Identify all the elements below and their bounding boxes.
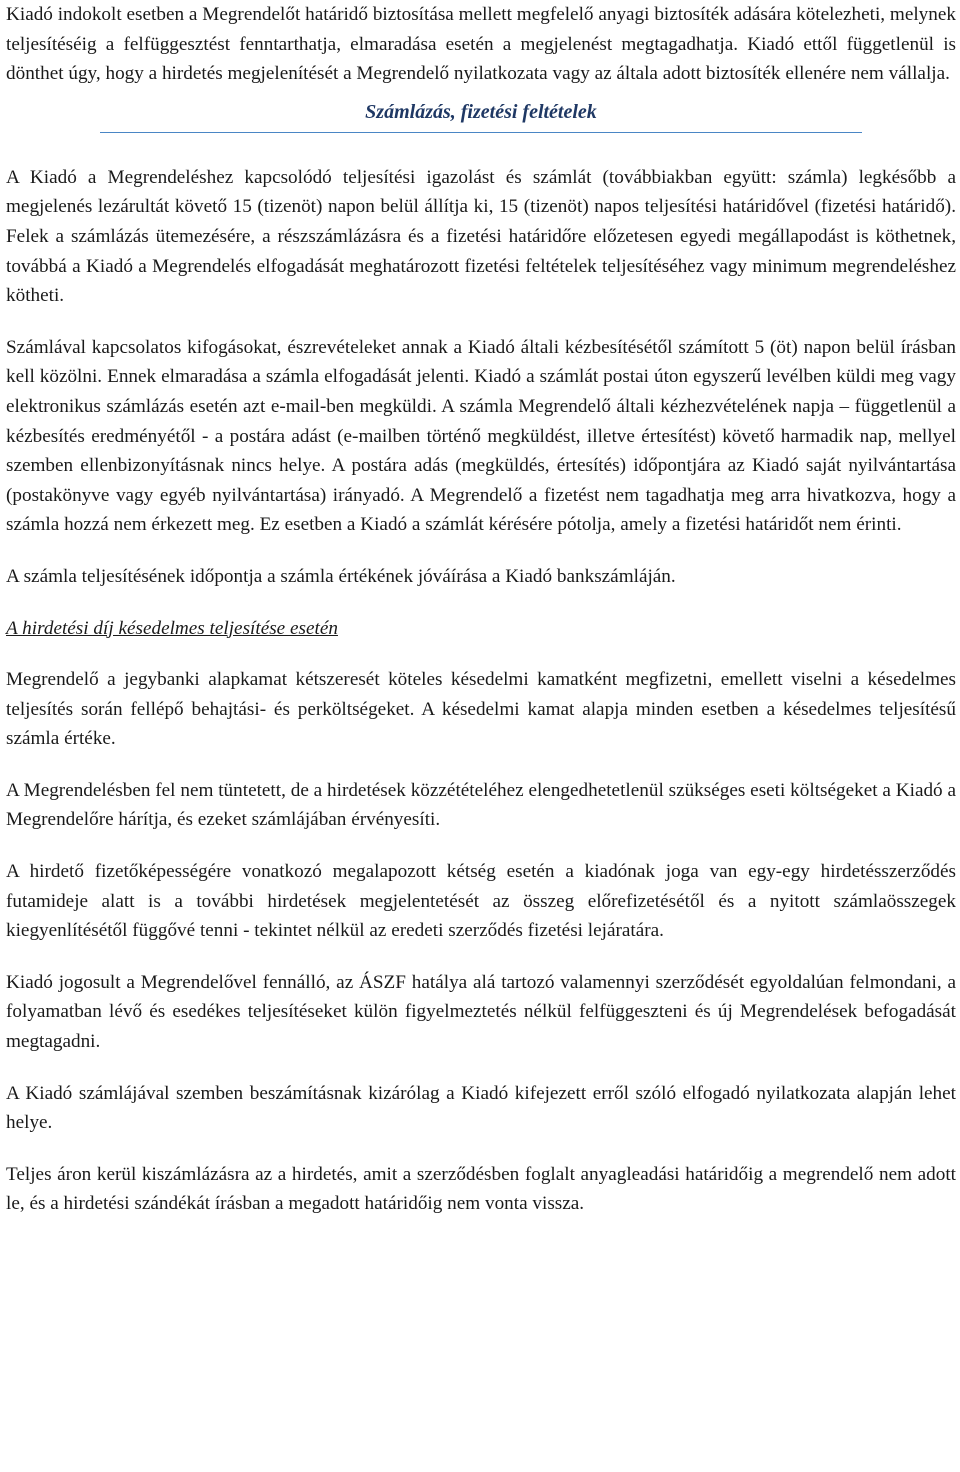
termination-paragraph: Kiadó jogosult a Megrendelővel fennálló, az ÁSZF hatálya alá tartozó valamennyi szerződését egyoldalúan felmondani, a folyamatban lévő és esedékes teljesítéseket külön figyelmeztetés nélkül felfüggeszteni és új Megrendelések befogadását megtagadni. — [6, 971, 956, 1053]
document-page — [6, 0, 956, 1219]
invoice-objection-paragraph: Számlával kapcsolatos kifogásokat, észrevételeket annak a Kiadó általi kézbesítésétől számított 5 (öt) napon belül írásban kell közölni. Ennek elmaradása a számla elfogadását jelenti. Kiadó a számlát postai úton egyszerű levélben küldi meg vagy elektronikus számlázás esetén azt e-mail-ben megküldi. A számla Megrendelő általi kézhezvételének napja – függetlenül a kézbesítés eredményétől - a postára adást (e-mailben történő megküldést, illetve értesítést) követő harmadik nap, mellyel szemben ellenbizonyításnak nincs helye. A postára adás (megküldés, értesítés) időpontjára az Kiadó saját nyilvántartása (postakönyve vagy egyéb nyilvántartása) irányadó. A Megrendelő a fizetést nem tagadhatja meg arra hivatkozva, hogy a számla hozzá nem érkezett meg. Ez esetben a Kiadó a számlát kérésére pótolja, amely a fizetési határidőt nem érinti. — [6, 336, 956, 536]
extra-costs-paragraph: A Megrendelésben fel nem tüntetett, de a hirdetések közzétételéhez elengedhetetlenül szükséges eseti költségeket a Kiadó a Megrendelőre hárítja, és ezeket számlájában érvényesíti. — [6, 779, 956, 831]
payment-date-paragraph: A számla teljesítésének időpontja a számla értékének jóváírása a Kiadó bankszámláján. — [6, 565, 676, 587]
set-off-paragraph: A Kiadó számlájával szemben beszámításnak kizárólag a Kiadó kifejezett erről szóló elfogadó nyilatkozata alapján lehet helye. — [6, 1082, 956, 1134]
late-payment-subheading: A hirdetési díj késedelmes teljesítése esetén — [6, 617, 338, 639]
solvency-paragraph: A hirdető fizetőképességére vonatkozó megalapozott kétség esetén a kiadónak joga van egy-egy hirdetésszerződés futamideje alatt is a további hirdetések megjelentetését az összeg előrefizetésétől és a nyitott számlaösszegek kiegyenlítésétől függővé tenni - tekintet nélkül az eredeti szerződés fizetési lejáratára. — [6, 861, 956, 942]
full-price-paragraph: Teljes áron kerül kiszámlázásra az a hirdetés, amit a szerződésben foglalt anyagleadási határidőig a megrendelő nem adott le, és a hirdetési szándékát írásban a megadott határidőig nem vonta vissza. — [6, 1163, 956, 1215]
intro-paragraph: Kiadó indokolt esetben a Megrendelőt határidő biztosítása mellett megfelelő anyagi biztosíték adására kötelezheti, melynek teljesítéséig a felfüggesztést fenntarthatja, elmaradása esetén a megjelenést megtagadhatja. Kiadó ettől függetlenül is dönthet úgy, hogy a hirdetés megjelenítését a Megrendelő nyilatkozata vagy az általa adott biztosíték ellenére nem vállalja. — [6, 4, 956, 85]
section-title: Számlázás, fizetési feltételek — [365, 100, 597, 123]
late-interest-paragraph: Megrendelő a jegybanki alapkamat kétszeresét köteles késedelmi kamatként megfizetni, emellett viselni a késedelmes teljesítés során fellépő behajtási- és perköltségeket. A késedelmi kamat alapja minden esetben a késedelmes teljesítésű számla értéke. — [6, 669, 956, 750]
billing-paragraph: A Kiadó a Megrendeléshez kapcsolódó teljesítési igazolást és számlát (továbbiakban együtt: számla) legkésőbb a megjelenés lezárultát követő 15 (tizenöt) napon belül állítja ki, 15 (tizenöt) napos teljesítési határidővel (fizetési határidő). Felek a számlázás ütemezésére, a részszámlázásra és a fizetési határidőre előzetesen egyedi megállapodást is köthetnek, továbbá a Kiadó a Megrendelés elfogadását meghatározott fizetési feltételek teljesítéséhez vagy minimum megrendeléshez kötheti. — [6, 166, 956, 307]
